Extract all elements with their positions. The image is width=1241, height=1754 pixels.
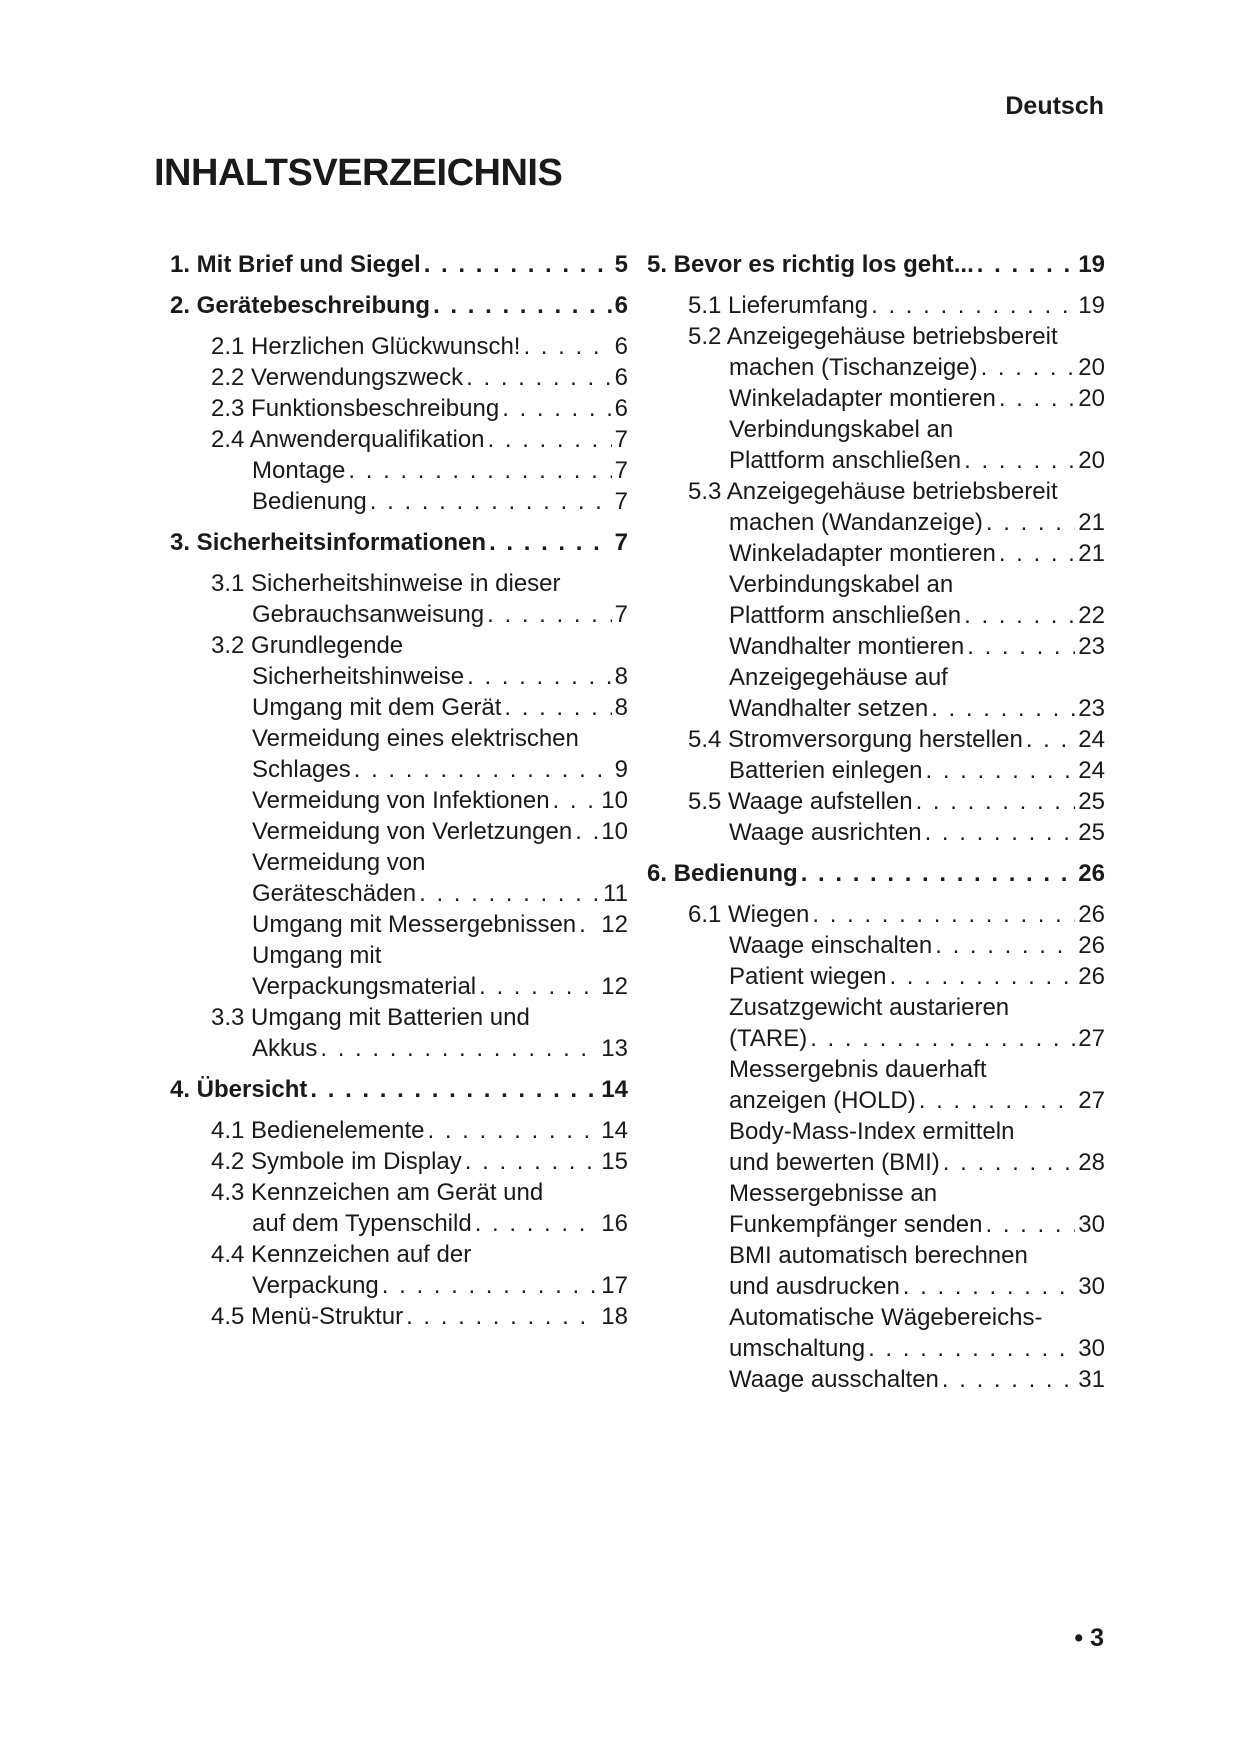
toc-entry-page: 17	[601, 1272, 628, 1299]
toc-entry	[170, 878, 628, 909]
toc-entry-title: Plattform anschließen	[729, 602, 962, 629]
toc-entry-title: Winkeladapter montieren	[729, 540, 996, 567]
toc-entry-title: Waage einschalten	[729, 932, 933, 959]
toc-entry-title: Verbindungskabel an	[729, 571, 954, 598]
toc-entry-page: 12	[601, 973, 628, 1000]
page-number: • 3	[1074, 1624, 1104, 1652]
toc-entry-page: 7	[614, 488, 628, 515]
toc-entry-page: 7	[614, 426, 628, 453]
toc-entry	[170, 527, 628, 558]
toc-dot-leader	[370, 486, 612, 517]
toc-dot-leader	[925, 755, 1075, 786]
toc-entry	[647, 1333, 1105, 1364]
toc-dot-leader	[354, 754, 612, 785]
toc-dot-leader	[1026, 724, 1075, 755]
toc-dot-leader	[504, 692, 611, 723]
toc-dot-leader	[382, 1270, 599, 1301]
toc-entry-title: Patient wiegen	[729, 963, 887, 990]
toc-entry-title: und bewerten (BMI)	[729, 1149, 940, 1176]
toc-entry-page: 7	[614, 457, 628, 484]
toc-entry-page: 30	[1078, 1211, 1105, 1238]
toc-entry-page: 18	[601, 1303, 628, 1330]
toc-dot-leader	[419, 878, 600, 909]
toc-dot-leader	[801, 858, 1076, 889]
toc-entry-page: 24	[1078, 757, 1105, 784]
toc-entry-title: 5. Bevor es richtig los geht...	[647, 251, 974, 278]
toc-entry-page: 20	[1078, 447, 1105, 474]
toc-entry-page: 7	[614, 529, 628, 556]
toc-entry-title: Wandhalter setzen	[729, 695, 929, 722]
toc-entry-page: 26	[1078, 963, 1105, 990]
toc-entry-page: 14	[601, 1076, 628, 1103]
toc-entry-title: 6.1 Wiegen	[688, 901, 810, 928]
toc-entry-page: 22	[1078, 602, 1105, 629]
toc-entry	[647, 724, 1105, 755]
toc-entry-page: 21	[1078, 509, 1105, 536]
toc-entry-title: Geräteschäden	[252, 880, 417, 907]
toc-entry-title: Schlages	[252, 756, 351, 783]
toc-entry-page: 13	[601, 1035, 628, 1062]
toc-entry-page: 26	[1078, 901, 1105, 928]
toc-entry	[170, 1208, 628, 1239]
toc-entry-page: 19	[1078, 251, 1105, 278]
toc-entry-title: Vermeidung von	[252, 849, 426, 876]
toc-dot-leader	[502, 393, 611, 424]
toc-entry-page: 27	[1078, 1025, 1105, 1052]
toc-dot-leader	[812, 899, 1075, 930]
toc-entry-page: 19	[1078, 292, 1105, 319]
toc-entry-page: 8	[614, 694, 628, 721]
toc-entry-title: Umgang mit	[252, 942, 382, 969]
toc-entry-page: 23	[1078, 695, 1105, 722]
toc-entry	[170, 754, 628, 785]
toc-entry-title: Verpackung	[252, 1272, 379, 1299]
toc-dot-leader	[868, 1333, 1075, 1364]
toc-dot-leader	[889, 961, 1075, 992]
toc-entry-title: 5.5 Waage aufstellen	[688, 788, 913, 815]
toc-entry-title: Vermeidung eines elektrischen	[252, 725, 579, 752]
toc-dot-leader	[487, 599, 611, 630]
toc-entry-title: Gebrauchsanweisung	[252, 601, 485, 628]
toc-entry	[170, 1301, 628, 1332]
toc-entry	[647, 476, 1105, 507]
toc-dot-leader	[986, 1209, 1076, 1240]
toc-entry-title: auf dem Typenschild	[252, 1210, 472, 1237]
toc-entry	[170, 455, 628, 486]
toc-entry	[647, 1116, 1105, 1147]
toc-dot-leader	[479, 971, 598, 1002]
toc-entry-title: machen (Tischanzeige)	[729, 354, 978, 381]
toc-dot-leader	[903, 1271, 1076, 1302]
toc-entry-page: 8	[614, 663, 628, 690]
toc-entry-title: Winkeladapter montieren	[729, 385, 996, 412]
toc-entry	[647, 383, 1105, 414]
toc-entry	[170, 971, 628, 1002]
toc-entry-page: 6	[614, 333, 628, 360]
toc-entry	[647, 249, 1105, 280]
toc-dot-leader	[964, 445, 1075, 476]
toc-entry-title: Verpackungsmaterial	[252, 973, 477, 1000]
toc-entry-page: 5	[614, 251, 628, 278]
toc-entry	[647, 930, 1105, 961]
toc-dot-leader	[925, 817, 1076, 848]
toc-entry	[647, 414, 1105, 445]
toc-entry-title: machen (Wandanzeige)	[729, 509, 983, 536]
toc-entry	[170, 1115, 628, 1146]
toc-entry-title: 1. Mit Brief und Siegel	[170, 251, 421, 278]
page-title: INHALTSVERZEICHNIS	[154, 152, 563, 194]
toc-dot-leader	[999, 383, 1075, 414]
toc-entry	[170, 1033, 628, 1064]
toc-entry-title: Wandhalter montieren	[729, 633, 965, 660]
toc-entry	[647, 600, 1105, 631]
toc-dot-leader	[465, 1146, 599, 1177]
toc-entry	[647, 321, 1105, 352]
toc-entry-title: 3.1 Sicherheitshinweise in dieser	[211, 570, 561, 597]
toc-entry-title: Batterien einlegen	[729, 757, 923, 784]
toc-dot-leader	[489, 527, 612, 558]
toc-entry	[170, 940, 628, 971]
toc-entry-title: 3. Sicherheitsinformationen	[170, 529, 487, 556]
toc-entry	[647, 1209, 1105, 1240]
toc-entry-page: 6	[614, 292, 628, 319]
toc-entry	[170, 1146, 628, 1177]
toc-dot-leader	[466, 362, 611, 393]
toc-entry-title: 4. Übersicht	[170, 1076, 308, 1103]
toc-entry-title: 2.2 Verwendungszweck	[211, 364, 464, 391]
toc-entry-title: Verbindungskabel an	[729, 416, 954, 443]
toc-entry-title: 4.3 Kennzeichen am Gerät und	[211, 1179, 544, 1206]
toc-entry	[647, 569, 1105, 600]
toc-entry	[170, 290, 628, 321]
toc-dot-leader	[467, 661, 612, 692]
toc-dot-leader	[553, 785, 599, 816]
toc-entry-title: Akkus	[252, 1035, 318, 1062]
toc-entry	[170, 1239, 628, 1270]
toc-entry	[170, 249, 628, 280]
toc-entry	[170, 785, 628, 816]
toc-entry	[647, 445, 1105, 476]
toc-entry	[647, 631, 1105, 662]
toc-entry-page: 30	[1078, 1273, 1105, 1300]
toc-entry-title: Messergebnis dauerhaft	[729, 1056, 987, 1083]
toc-entry	[170, 661, 628, 692]
toc-entry-title: Automatische Wägebereichs-	[729, 1304, 1043, 1331]
toc-dot-leader	[916, 786, 1076, 817]
toc-entry-title: 4.2 Symbole im Display	[211, 1148, 462, 1175]
toc-entry	[170, 1074, 628, 1105]
toc-entry-title: 2. Gerätebeschreibung	[170, 292, 431, 319]
toc-entry-title: Vermeidung von Infektionen	[252, 787, 550, 814]
toc-entry	[647, 538, 1105, 569]
toc-entry-title: 5.4 Stromversorgung herstellen	[688, 726, 1023, 753]
toc-entry-title: 2.3 Funktionsbeschreibung	[211, 395, 500, 422]
toc-entry-title: 2.4 Anwenderqualifikation	[211, 426, 485, 453]
toc-entry-page: 30	[1078, 1335, 1105, 1362]
toc-dot-leader	[348, 455, 611, 486]
toc-entry-title: 4.1 Bedienelemente	[211, 1117, 425, 1144]
toc-entry-title: 5.1 Lieferumfang	[688, 292, 869, 319]
toc-entry-title: Waage ausrichten	[729, 819, 922, 846]
toc-entry-page: 20	[1078, 385, 1105, 412]
toc-entry-page: 27	[1078, 1087, 1105, 1114]
toc-entry	[170, 816, 628, 847]
toc-dot-leader	[943, 1147, 1076, 1178]
toc-dot-leader	[986, 507, 1075, 538]
toc-entry-title: Waage ausschalten	[729, 1366, 939, 1393]
toc-column-right	[647, 249, 1105, 1395]
toc-entry	[170, 362, 628, 393]
toc-entry-page: 25	[1078, 819, 1105, 846]
toc-entry-page: 16	[601, 1210, 628, 1237]
toc-dot-leader	[424, 249, 612, 280]
toc-entry	[647, 1054, 1105, 1085]
toc-dot-leader	[964, 600, 1075, 631]
toc-entry-page: 9	[614, 756, 628, 783]
toc-dot-leader	[428, 1115, 599, 1146]
toc-dot-leader	[433, 290, 612, 321]
toc-entry	[647, 290, 1105, 321]
toc-dot-leader	[871, 290, 1075, 321]
toc-entry-title: Zusatzgewicht austarieren	[729, 994, 1010, 1021]
toc-entry-title: 3.3 Umgang mit Batterien und	[211, 1004, 530, 1031]
toc-entry-page: 31	[1078, 1366, 1105, 1393]
toc-entry	[647, 1178, 1105, 1209]
toc-entry-page: 26	[1078, 860, 1105, 887]
toc-entry-title: Body-Mass-Index ermitteln	[729, 1118, 1015, 1145]
toc-entry	[170, 424, 628, 455]
toc-entry	[647, 755, 1105, 786]
toc-entry-title: anzeigen (HOLD)	[729, 1087, 916, 1114]
toc-entry	[647, 899, 1105, 930]
toc-entry-page: 12	[601, 911, 628, 938]
toc-entry-title: und ausdrucken	[729, 1273, 900, 1300]
toc-entry-page: 25	[1078, 788, 1105, 815]
toc-entry-title: umschaltung	[729, 1335, 866, 1362]
toc-dot-leader	[810, 1023, 1075, 1054]
toc-dot-leader	[406, 1301, 598, 1332]
toc-dot-leader	[935, 930, 1075, 961]
toc-entry	[647, 1147, 1105, 1178]
toc-entry-page: 26	[1078, 932, 1105, 959]
toc-entry-title: 4.4 Kennzeichen auf der	[211, 1241, 472, 1268]
toc-dot-leader	[999, 538, 1075, 569]
toc-entry-title: (TARE)	[729, 1025, 808, 1052]
toc-entry	[170, 1002, 628, 1033]
toc-dot-leader	[931, 693, 1075, 724]
toc-entry-page: 28	[1078, 1149, 1105, 1176]
toc-entry	[647, 817, 1105, 848]
toc-dot-leader	[981, 352, 1076, 383]
toc-entry	[647, 1023, 1105, 1054]
toc-entry	[647, 352, 1105, 383]
toc-entry-title: Montage	[252, 457, 346, 484]
toc-entry	[647, 1364, 1105, 1395]
toc-entry	[647, 693, 1105, 724]
toc-entry-title: Umgang mit dem Gerät	[252, 694, 502, 721]
toc-entry-page: 6	[614, 364, 628, 391]
toc-dot-leader	[488, 424, 612, 455]
toc-entry-page: 11	[603, 880, 628, 907]
toc-entry-title: BMI automatisch berechnen	[729, 1242, 1028, 1269]
toc-dot-leader	[579, 909, 598, 940]
toc-entry-title: Umgang mit Messergebnissen	[252, 911, 577, 938]
toc-entry	[170, 568, 628, 599]
toc-entry	[170, 1270, 628, 1301]
toc-entry-page: 14	[601, 1117, 628, 1144]
toc-dot-leader	[919, 1085, 1076, 1116]
toc-dot-leader	[977, 249, 1076, 280]
toc-entry-title: Anzeigegehäuse auf	[729, 664, 948, 691]
toc-entry	[647, 961, 1105, 992]
toc-entry-title: 4.5 Menü-Struktur	[211, 1303, 404, 1330]
toc-entry-page: 10	[601, 818, 628, 845]
toc-entry	[647, 1240, 1105, 1271]
toc-dot-leader	[475, 1208, 599, 1239]
toc-entry-title: 3.2 Grundlegende	[211, 632, 404, 659]
toc-entry	[647, 507, 1105, 538]
toc-entry-title: 5.2 Anzeigegehäuse betriebsbereit	[688, 323, 1058, 350]
toc-entry	[647, 786, 1105, 817]
toc-entry-page: 15	[601, 1148, 628, 1175]
toc-column-left	[170, 249, 628, 1332]
toc-entry	[170, 692, 628, 723]
toc-entry-page: 21	[1078, 540, 1105, 567]
toc-entry	[647, 1271, 1105, 1302]
toc-entry-page: 10	[601, 787, 628, 814]
toc-entry-page: 7	[614, 601, 628, 628]
toc-entry	[647, 858, 1105, 889]
toc-dot-leader	[575, 816, 598, 847]
toc-entry	[170, 723, 628, 754]
toc-entry-title: 6. Bedienung	[647, 860, 798, 887]
toc-entry-title: 5.3 Anzeigegehäuse betriebsbereit	[688, 478, 1058, 505]
toc-dot-leader	[320, 1033, 598, 1064]
toc-entry-page: 6	[614, 395, 628, 422]
toc-entry	[170, 393, 628, 424]
toc-dot-leader	[967, 631, 1075, 662]
toc-entry-title: Bedienung	[252, 488, 367, 515]
toc-entry	[647, 662, 1105, 693]
toc-entry-title: Sicherheitshinweise	[252, 663, 465, 690]
toc-entry	[170, 486, 628, 517]
toc-entry	[170, 1177, 628, 1208]
toc-entry-title: Messergebnisse an	[729, 1180, 938, 1207]
toc-entry-page: 23	[1078, 633, 1105, 660]
toc-entry-title: Plattform anschließen	[729, 447, 962, 474]
toc-entry-page: 24	[1078, 726, 1105, 753]
toc-entry	[170, 847, 628, 878]
toc-entry	[647, 1302, 1105, 1333]
language-label: Deutsch	[1005, 92, 1104, 120]
toc-entry	[170, 909, 628, 940]
toc-entry	[647, 1085, 1105, 1116]
toc-entry-page: 20	[1078, 354, 1105, 381]
toc-entry	[170, 630, 628, 661]
toc-entry	[170, 599, 628, 630]
toc-entry	[647, 992, 1105, 1023]
toc-entry-title: 2.1 Herzlichen Glückwunsch!	[211, 333, 521, 360]
toc-dot-leader	[942, 1364, 1075, 1395]
toc-dot-leader	[310, 1074, 598, 1105]
toc-entry	[170, 331, 628, 362]
toc-dot-leader	[523, 331, 611, 362]
toc-entry-title: Funkempfänger senden	[729, 1211, 983, 1238]
toc-entry-title: Vermeidung von Verletzungen	[252, 818, 573, 845]
